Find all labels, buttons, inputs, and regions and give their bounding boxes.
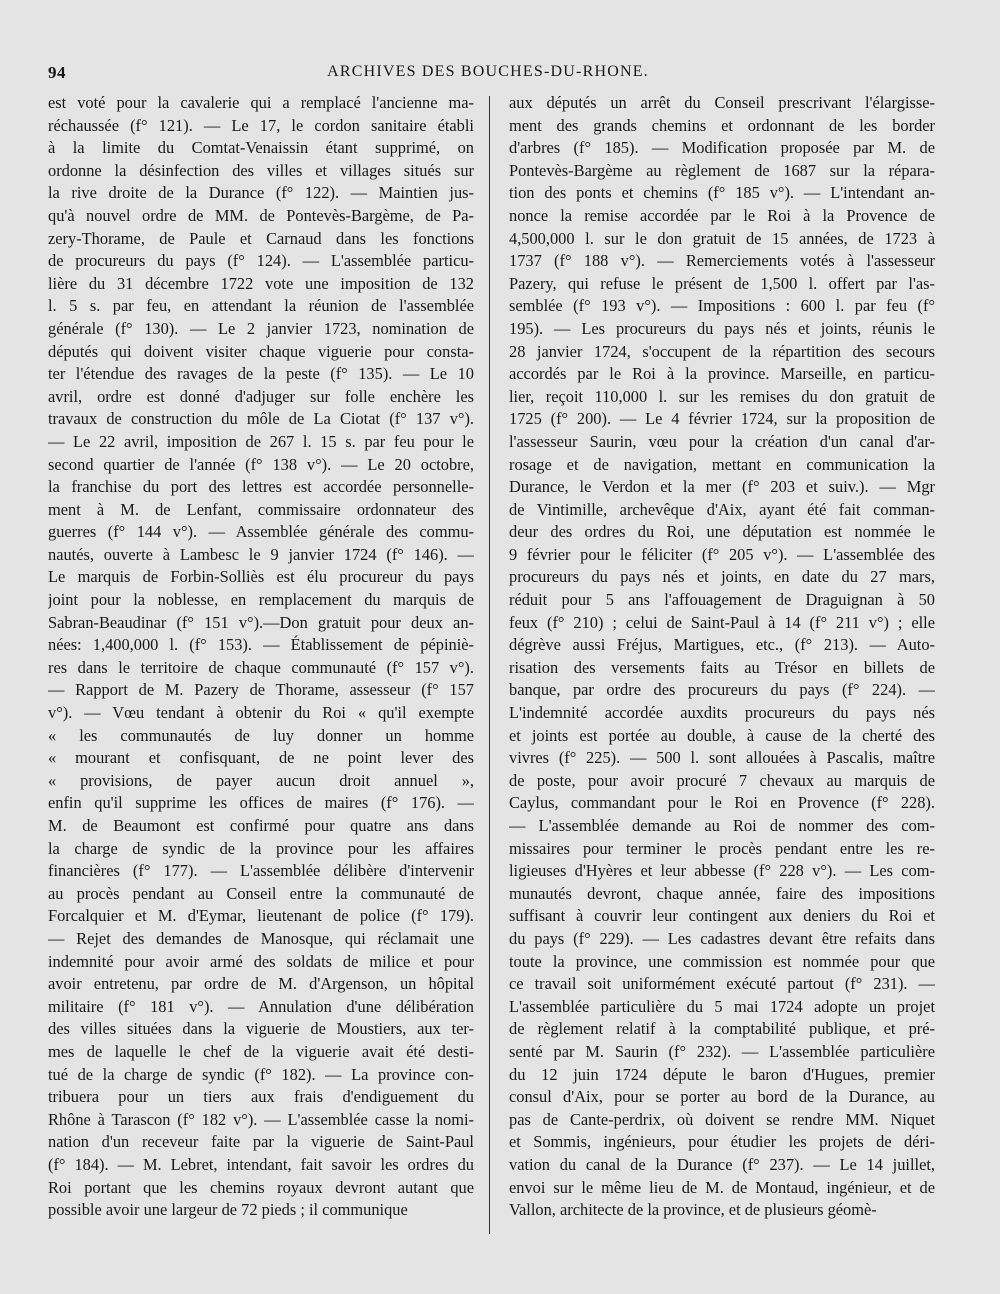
text-line: militaire (f° 181 v°). — Annulation d'une délibération <box>48 996 474 1016</box>
text-line: 195). — Les procureurs du pays nés et joints, réunis le <box>509 318 935 338</box>
text-line: rosage et de navigation, mettant en communication la <box>509 454 935 474</box>
text-line: députés qui doivent visiter chaque viguerie pour consta- <box>48 341 474 361</box>
text-line: est voté pour la cavalerie qui a remplacé l'ancienne ma- <box>48 93 474 112</box>
text-line: 28 janvier 1724, s'occupent de la répartition des secours <box>509 341 935 361</box>
text-line: feux (f° 210) ; celui de Saint-Paul à 14 (f° 211 v°) ; elle <box>509 612 935 632</box>
text-line: générale (f° 130). — Le 2 janvier 1723, nomination de <box>48 318 474 338</box>
text-line: envoi sur le même lieu de M. de Montaud, ingénieur, et de <box>509 1177 935 1197</box>
text-line: banque, par ordre des procureurs du pays (f° 224). — <box>509 680 935 700</box>
text-line: Sabran-Beaudinar (f° 151 v°).—Don gratuit pour deux an- <box>48 612 474 632</box>
text-line: l. 5 s. par feu, en attendant la réunion de l'assemblée <box>48 296 474 316</box>
text-line: du pays (f° 229). — Les cadastres devant être refaits dans <box>509 928 935 948</box>
text-line: L'assemblée particulière du 5 mai 1724 adopte un projet <box>509 996 935 1016</box>
text-line: 9 février pour le féliciter (f° 205 v°). — L'assemblée des <box>509 544 935 564</box>
text-line: « les communautés de luy donner un homme <box>48 725 474 745</box>
text-line: « provisions, de payer aucun droit annuel », <box>48 770 474 790</box>
text-line: vivres (f° 225). — 500 l. sont allouées à Pascalis, maître <box>509 748 935 768</box>
text-line: mes de laquelle le chef de la viguerie avait été desti- <box>48 1041 474 1061</box>
text-line: ter l'étendue des ravages de la peste (f° 135). — Le 10 <box>48 364 474 384</box>
text-line: la rive droite de la Durance (f° 122). — Maintien jus- <box>48 183 474 203</box>
text-line: — Rapport de M. Pazery de Thorame, assesseur (f° 157 <box>48 680 474 700</box>
text-line: avril, ordre est donné d'adjuger sur folle enchère les <box>48 386 474 406</box>
text-line: v°). — Vœu tendant à obtenir du Roi « qu'il exempte <box>48 703 474 723</box>
text-line: aux députés un arrêt du Conseil prescrivant l'élargisse- <box>509 93 935 112</box>
text-line: Caylus, commandant pour le Roi en Provence (f° 228). <box>509 793 935 813</box>
text-line: réduit pour 5 ans l'affouagement de Draguignan à 50 <box>509 590 935 610</box>
text-line: possible avoir une largeur de 72 pieds ; il communique <box>48 1200 408 1220</box>
text-line: senté par M. Saurin (f° 232). — L'assemblée particulière <box>509 1041 935 1061</box>
text-line: du 12 juin 1724 députe le baron d'Hugues, premier <box>509 1064 935 1084</box>
text-line: dégrève aussi Fréjus, Martigues, etc., (f° 213). — Auto- <box>509 635 935 655</box>
text-line: L'indemnité accordée auxdits procureurs du pays nés <box>509 703 935 723</box>
text-line: nation d'un receveur faite par la viguerie de Saint-Paul <box>48 1132 474 1152</box>
text-line: accordés par le Roi à la province. Marseille, en particu- <box>509 364 935 384</box>
text-line: ligieuses d'Hyères et leur abbesse (f° 228 v°). — Les com- <box>509 861 935 881</box>
text-line: risation des versements faits au Trésor en billets de <box>509 657 935 677</box>
text-line: ment des grands chemins et ordonnant de les border <box>509 115 935 135</box>
text-line: nautés, ouverte à Lambesc le 9 janvier 1724 (f° 146). — <box>48 544 474 564</box>
text-line: M. de Beaumont est confirmé pour quatre ans dans <box>48 816 474 835</box>
text-line: indemnité pour avoir armé des soldats de milice et pour <box>48 951 474 971</box>
text-line: Vallon, architecte de la province, et de plusieurs géomè- <box>509 1200 877 1220</box>
text-line: joint pour la noblesse, en remplacement du marquis de <box>48 590 474 610</box>
text-line: — Le 22 avril, imposition de 267 l. 15 s. par feu pour le <box>48 431 474 451</box>
text-line: des villes situées dans la viguerie de Moustiers, aux ter- <box>48 1019 474 1039</box>
text-line: travaux de construction du môle de La Ciotat (f° 137 v°). <box>48 409 474 429</box>
text-line: — L'assemblée demande au Roi de nommer des com- <box>509 816 935 835</box>
text-line: de procureurs du pays (f° 124). — L'assemblée particu- <box>48 251 474 271</box>
text-line: Forcalquier et M. d'Eymar, lieutenant de police (f° 179). <box>48 906 474 926</box>
text-line: ment à M. de Lenfant, commissaire ordonnateur des <box>48 499 474 519</box>
text-line: l'assesseur Saurin, vœu pour la création d'un canal d'ar- <box>509 431 935 451</box>
text-line: toute la province, une commission est nommée pour que <box>509 951 935 971</box>
text-line: second quartier de l'année (f° 138 v°). — Le 20 octobre, <box>48 454 474 474</box>
column-divider <box>489 96 490 1234</box>
left-column <box>48 92 474 1222</box>
text-line: semblée (f° 193 v°). — Impositions : 600 l. par feu (f° <box>509 296 935 316</box>
text-line: Le marquis de Forbin-Solliès est élu procureur du pays <box>48 567 474 587</box>
text-line: d'arbres (f° 185). — Modification proposée par M. de <box>509 138 935 158</box>
text-line: (f° 184). — M. Lebret, intendant, fait savoir les ordres du <box>48 1154 474 1174</box>
right-column <box>509 92 935 1222</box>
text-line: missaires pour terminer le procès pendant entre les re- <box>509 838 935 858</box>
text-line: qu'à nouvel ordre de MM. de Pontevès-Bargème, de Pa- <box>48 205 474 225</box>
running-title: ARCHIVES DES BOUCHES-DU-RHONE. <box>327 63 649 80</box>
text-line: guerres (f° 144 v°). — Assemblée générale des commu- <box>48 522 474 542</box>
text-line: consul d'Aix, pour se porter au bord de la Durance, au <box>509 1087 935 1107</box>
text-line: réchaussée (f° 121). — Le 17, le cordon sanitaire établi <box>48 115 474 135</box>
text-line: enfin qu'il supprime les offices de maires (f° 176). — <box>48 793 474 813</box>
text-line: res dans le territoire de chaque communauté (f° 157 v°). <box>48 657 474 677</box>
text-line: zery-Thorame, de Paule et Carnaud dans les fonctions <box>48 228 474 248</box>
page-number: 94 <box>48 63 66 82</box>
text-line: Rhône à Tarascon (f° 182 v°). — L'assemblée casse la nomi- <box>48 1109 474 1129</box>
text-line: et joints est portée au double, à cause de la cherté des <box>509 725 935 745</box>
page-header <box>48 63 928 89</box>
text-line: 1737 (f° 188 v°). — Remerciements votés à l'assesseur <box>509 251 935 271</box>
text-line: 1725 (f° 200). — Le 4 février 1724, sur la proposition de <box>509 409 935 429</box>
text-line: à la limite du Comtat-Venaissin étant supprimé, on <box>48 138 474 158</box>
text-line: lier, reçoit 110,000 l. sur les remises du don gratuit de <box>509 386 935 406</box>
text-line: Pontevès-Bargème au règlement de 1687 sur la répara- <box>509 160 935 180</box>
text-line: procureurs du pays nés et joints, en date du 27 mars, <box>509 567 935 587</box>
text-line: — Rejet des demandes de Manosque, qui réclamait une <box>48 928 474 948</box>
text-line: lière du 31 décembre 1722 vote une imposition de 132 <box>48 273 474 293</box>
text-line: deur des ordres du Roi, une députation est nommée le <box>509 522 935 542</box>
text-line: nées: 1,400,000 l. (f° 153). — Établissement de pépiniè- <box>48 635 474 655</box>
text-line: de poste, pour avoir procuré 7 chevaux au marquis de <box>509 770 935 790</box>
text-line: vation du canal de la Durance (f° 237). — Le 14 juillet, <box>509 1154 935 1174</box>
text-line: « mourant et confisquant, de ne point lever des <box>48 748 474 768</box>
text-line: la charge de syndic de la province pour les affaires <box>48 838 474 858</box>
text-line: au procès pendant au Conseil entre la communauté de <box>48 883 474 903</box>
text-line: financières (f° 177). — L'assemblée délibère d'intervenir <box>48 861 474 881</box>
text-line: de Vintimille, archevêque d'Aix, ayant été fait comman- <box>509 499 935 519</box>
text-line: Durance, le Verdon et la mer (f° 203 et suiv.). — Mgr <box>509 477 935 497</box>
text-line: et Sommis, ingénieurs, pour étudier les projets de déri- <box>509 1132 935 1152</box>
text-line: avoir entretenu, par ordre de M. d'Argenson, un hôpital <box>48 974 474 994</box>
text-line: Pazery, qui refuse le présent de 1,500 l. offert par l'as- <box>509 273 935 293</box>
text-line: tion des ponts et chemins (f° 185 v°). — L'intendant an- <box>509 183 935 203</box>
text-line: ordonne la désinfection des villes et villages situés sur <box>48 160 474 180</box>
text-line: ce travail soit uniformément exécuté partout (f° 231). — <box>509 974 935 994</box>
text-line: Roi portant que les chemins royaux devront autant que <box>48 1177 474 1197</box>
text-line: la franchise du port des lettres est accordée personnelle- <box>48 477 474 497</box>
text-line: suffisant à couvrir leur contingent aux deniers du Roi et <box>509 906 935 926</box>
text-line: pas de Cante-perdrix, où doivent se rendre MM. Niquet <box>509 1109 935 1129</box>
text-line: tué de la charge de syndic (f° 182). — La province con- <box>48 1064 474 1084</box>
text-line: nonce la remise accordée par le Roi à la Provence de <box>509 205 935 225</box>
text-line: munautés devront, chaque année, faire des impositions <box>509 883 935 903</box>
text-line: tribuera pour un tiers aux frais d'endiguement du <box>48 1087 474 1107</box>
text-line: de règlement relatif à la comptabilité publique, et pré- <box>509 1019 935 1039</box>
text-line: 4,500,000 l. sur le don gratuit de 15 années, de 1723 à <box>509 228 935 248</box>
